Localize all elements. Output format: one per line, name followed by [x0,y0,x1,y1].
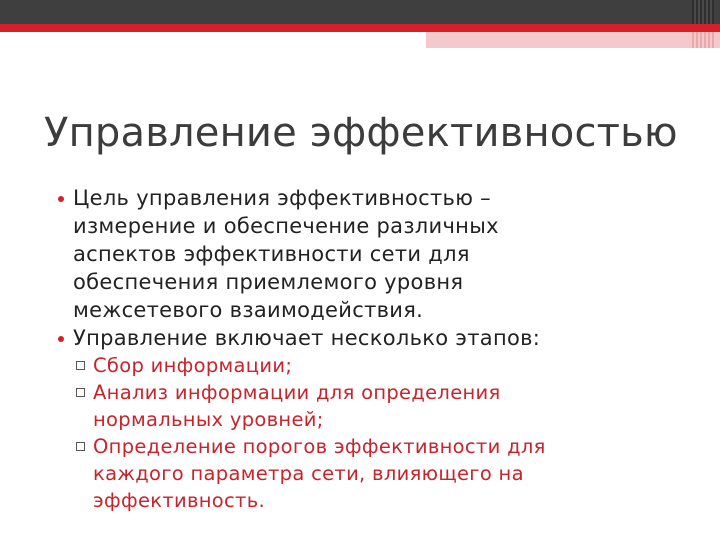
bullet-line: измерение и обеспечение различных [73,214,499,238]
subitem-line: Определение порогов эффективности для [93,435,546,458]
subitem-collect [76,352,698,379]
subitem-line: Сбор информации; [93,354,293,377]
subitem-line: Анализ информации для определения [93,381,501,404]
square-bullet-icon [76,388,85,397]
bullet-item-stages [58,324,698,352]
slide-title: Управление эффективностью [44,110,678,156]
subitem-line: эффективность. [93,489,265,512]
bullet-dot-icon [58,336,64,342]
header-red-band [0,24,720,32]
slide-content [58,184,698,514]
bullet-item-goal [58,184,698,324]
bullet-line: Управление включает несколько этапов: [73,326,541,350]
square-bullet-icon [76,361,85,370]
header-stripe-decoration [692,0,714,24]
subitem-thresholds [76,433,698,514]
header-pink-band [426,32,720,48]
bullet-line: аспектов эффективности сети для [73,242,470,266]
bullet-line: Цель управления эффективностью – [73,186,491,210]
bullet-dot-icon [58,196,64,202]
bullet-line: обеспечения приемлемого уровня [73,270,464,294]
subitem-line: каждого параметра сети, влияющего на [93,462,524,485]
stages-sublist [76,352,698,514]
subitem-analyze [76,379,698,433]
bullet-line: межсетевого взаимодействия. [73,298,424,322]
header-pink-stripe-decoration [692,32,714,48]
square-bullet-icon [76,442,85,451]
header-dark-band [0,0,720,24]
subitem-line: нормальных уровней; [93,408,324,431]
